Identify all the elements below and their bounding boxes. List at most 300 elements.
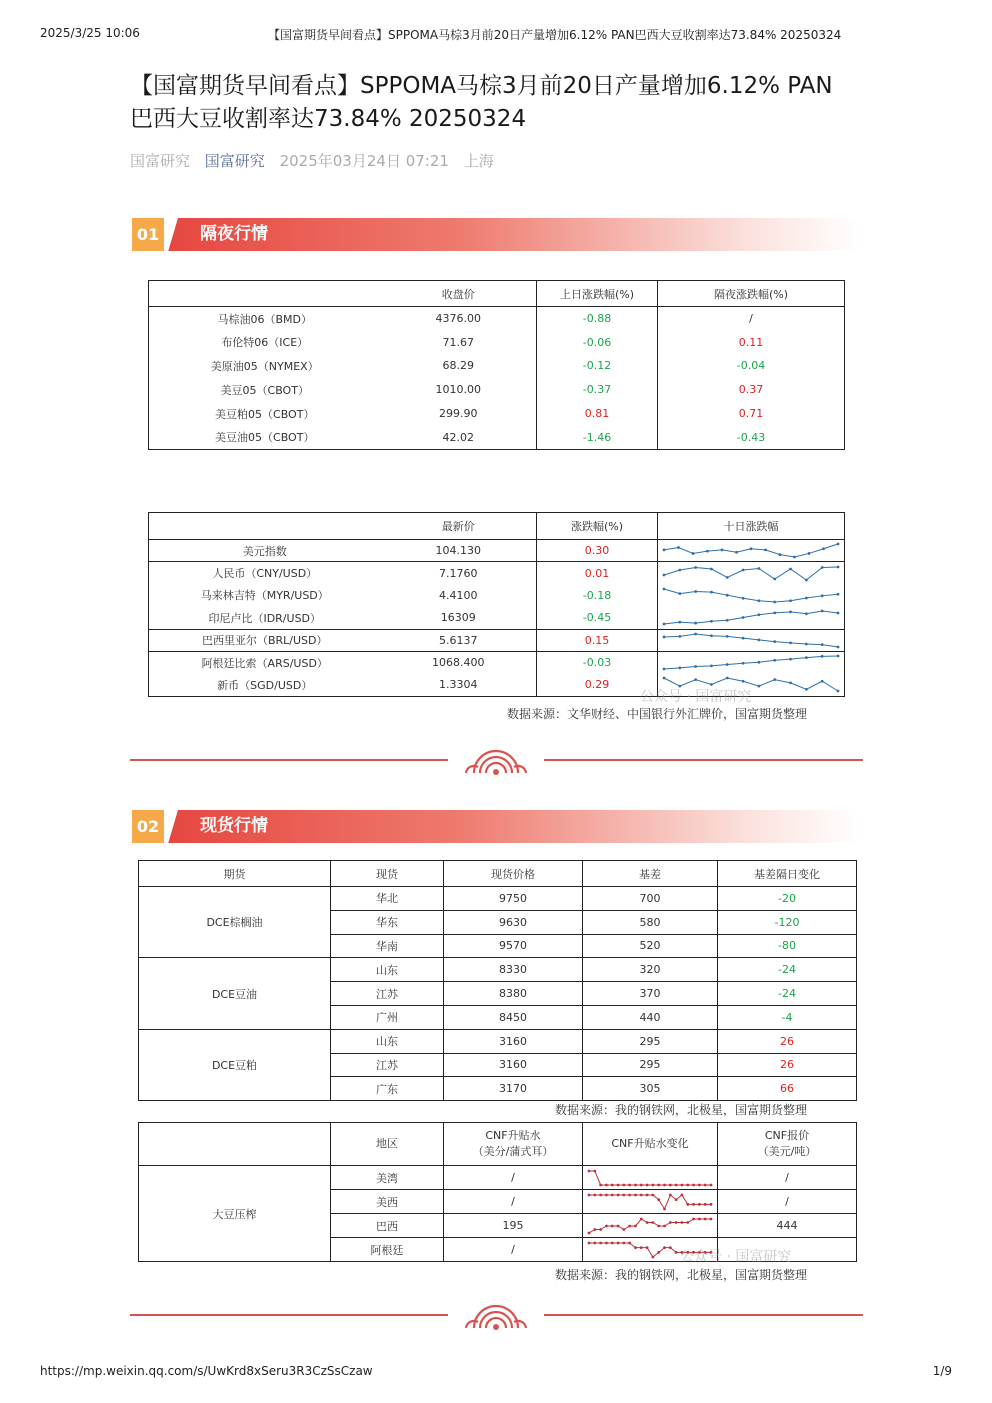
- ten-day-trend-cell: [658, 629, 845, 651]
- cnf-source-note: 数据来源：我的钢铁网，北极星，国富期货整理: [555, 1268, 808, 1282]
- sparkline-point: [678, 667, 681, 670]
- sparkline-point: [611, 1224, 614, 1227]
- sparkline-point: [758, 685, 761, 688]
- future-contract: DCE豆油: [139, 958, 331, 1029]
- ten-day-sparkline: [658, 563, 844, 584]
- sparkline-point: [726, 576, 729, 579]
- sparkline-point: [710, 1217, 713, 1220]
- sparkline-point: [652, 1183, 655, 1186]
- sparkline-point: [706, 550, 709, 553]
- basis: 295: [583, 1029, 718, 1053]
- sparkline-point: [710, 591, 713, 594]
- sparkline-point: [726, 619, 729, 622]
- table-row: [149, 562, 845, 584]
- sparkline-point: [694, 679, 697, 682]
- sparkline-point: [628, 1241, 631, 1244]
- close-price: 4376.00: [435, 312, 481, 326]
- ten-day-sparkline: [658, 652, 844, 673]
- instrument-name: 美豆05（CBOT）: [220, 383, 309, 397]
- header-line: CNF报价: [764, 1129, 810, 1142]
- table-header-row: [139, 861, 857, 887]
- spot-source-note: 数据来源：我的钢铁网，北极星，国富期货整理: [555, 1103, 808, 1117]
- sparkline-point: [805, 578, 808, 581]
- sparkline-point: [675, 1198, 678, 1201]
- currency-name: 人民币（CNY/USD）: [149, 562, 381, 584]
- sparkline-point: [663, 677, 666, 680]
- sparkline-point: [837, 543, 840, 546]
- currency-name: 新币（SGD/USD）: [217, 678, 313, 692]
- sparkline-point: [710, 665, 713, 668]
- change-pct: -0.18: [537, 584, 658, 606]
- sparkline-point: [710, 1183, 713, 1186]
- header-cell: 涨跌幅(%): [537, 513, 658, 540]
- meta-account-link[interactable]: 国富研究: [204, 152, 265, 170]
- sparkline-point: [837, 565, 840, 568]
- sparkline-point: [805, 688, 808, 691]
- sparkline-point: [726, 635, 729, 638]
- sparkline-point: [675, 1221, 678, 1224]
- table-row: [149, 402, 845, 426]
- sparkline-point: [605, 1193, 608, 1196]
- sparkline-point: [694, 632, 697, 635]
- watermark: 公众号 · 国富研究: [640, 689, 752, 705]
- close-price: 1010.00: [435, 383, 481, 397]
- header-cell: 十日涨跌幅: [658, 513, 845, 540]
- sparkline-point: [793, 556, 796, 559]
- sparkline-point: [789, 611, 792, 614]
- header-cell: 现货: [331, 861, 444, 887]
- sparkline-point: [663, 1183, 666, 1186]
- header-cell: [149, 281, 381, 307]
- sparkline-point: [611, 1193, 614, 1196]
- overnight-change: 0.11: [658, 330, 845, 354]
- sparkline-point: [694, 622, 697, 625]
- sparkline-point: [663, 573, 666, 576]
- header-cell: [149, 513, 381, 540]
- sparkline-point: [628, 1193, 631, 1196]
- spot-region: 山东: [331, 958, 444, 982]
- sparkline-point: [805, 657, 808, 660]
- spot-price: 9750: [444, 887, 583, 911]
- sparkline-point: [640, 1193, 643, 1196]
- sparkline-point: [698, 1183, 701, 1186]
- sparkline-point: [669, 1183, 672, 1186]
- meta-author: 国富研究: [130, 152, 191, 170]
- spot-region: 江苏: [331, 1053, 444, 1077]
- basis-change: 26: [718, 1029, 857, 1053]
- sparkline-point: [692, 1183, 695, 1186]
- sparkline-point: [821, 610, 824, 613]
- spot-price: 3160: [444, 1029, 583, 1053]
- instrument-name: 布伦特06（ICE）: [221, 336, 309, 350]
- header-cell: 隔夜涨跌幅(%): [658, 281, 845, 307]
- sparkline-point: [588, 1169, 591, 1172]
- sparkline-point: [710, 1202, 713, 1205]
- sparkline-point: [663, 549, 666, 552]
- sparkline-point: [593, 1169, 596, 1172]
- sparkline-point: [678, 568, 681, 571]
- sparkline-point: [750, 548, 753, 551]
- cnf-quote: 444: [718, 1214, 857, 1238]
- sparkline-point: [657, 1224, 660, 1227]
- sparkline-point: [681, 1183, 684, 1186]
- section-title: 隔夜行情: [200, 224, 268, 244]
- sparkline-point: [773, 640, 776, 643]
- instrument-name: 美豆油05（CBOT）: [215, 431, 315, 445]
- table-header-row: [139, 1123, 857, 1166]
- sparkline-point: [773, 659, 776, 662]
- prev-day-change: -0.06: [537, 330, 658, 354]
- sparkline-point: [622, 1193, 625, 1196]
- sparkline-point: [710, 567, 713, 570]
- sparkline-point: [698, 1202, 701, 1205]
- sparkline-point: [617, 1241, 620, 1244]
- overnight-market-table: [148, 280, 845, 450]
- header-cell: CNF升贴水变化: [583, 1123, 718, 1166]
- basis: 580: [583, 910, 718, 934]
- sparkline-point: [742, 568, 745, 571]
- sparkline-point: [742, 616, 745, 619]
- basis: 295: [583, 1053, 718, 1077]
- instrument-name: 美原油05（NYMEX）: [210, 359, 319, 373]
- sparkline-point: [692, 1202, 695, 1205]
- cnf-region: 美湾: [331, 1166, 444, 1190]
- sparkline-point: [646, 1246, 649, 1249]
- table-row: [149, 584, 845, 606]
- basis: 370: [583, 982, 718, 1006]
- sparkline-point: [710, 620, 713, 623]
- sparkline-point: [694, 666, 697, 669]
- sparkline-point: [704, 1183, 707, 1186]
- latest-price: 5.6137: [381, 629, 537, 651]
- spot-price: 8450: [444, 1005, 583, 1029]
- table-row: [149, 651, 845, 673]
- latest-price: 1068.400: [381, 651, 537, 673]
- cnf-trend-cell: [583, 1190, 718, 1214]
- sparkline-point: [704, 1202, 707, 1205]
- ten-day-trend-cell: [658, 562, 845, 584]
- table-row: [149, 629, 845, 651]
- change-pct: 0.01: [537, 562, 658, 584]
- sparkline-point: [617, 1183, 620, 1186]
- table-header-row: [149, 513, 845, 540]
- basis-change: -80: [718, 934, 857, 958]
- sparkline-point: [663, 1246, 666, 1249]
- header-cell: [139, 1123, 331, 1166]
- sparkline-point: [634, 1246, 637, 1249]
- divider-line-right: [544, 759, 863, 761]
- header-line: （美分/蒲式耳）: [472, 1145, 554, 1158]
- sparkline-point: [588, 1193, 591, 1196]
- future-contract: DCE豆粕: [139, 1029, 331, 1100]
- print-datetime: 2025/3/25 10:06: [40, 26, 140, 40]
- change-pct: 0.15: [537, 629, 658, 651]
- sparkline-point: [599, 1228, 602, 1231]
- sparkline-path: [664, 634, 838, 647]
- overnight-change: 0.37: [658, 378, 845, 402]
- overnight-change: /: [658, 307, 845, 331]
- cnf-premium-table: [138, 1122, 857, 1262]
- ten-day-sparkline: [658, 630, 844, 651]
- sparkline-point: [657, 1250, 660, 1253]
- sparkline-point: [593, 1193, 596, 1196]
- ten-day-sparkline: [658, 585, 844, 606]
- sparkline-path: [664, 589, 838, 602]
- currency-name: 巴西里亚尔（BRL/USD）: [149, 629, 381, 651]
- sparkline-point: [634, 1193, 637, 1196]
- sparkline-point: [821, 594, 824, 597]
- basis-change: -120: [718, 910, 857, 934]
- sparkline-point: [663, 588, 666, 591]
- section-header-overnight: [132, 218, 860, 251]
- ten-day-trend-cell: [658, 540, 845, 562]
- sparkline-point: [634, 1183, 637, 1186]
- currency-name: 印尼卢比（IDR/USD）: [208, 611, 322, 625]
- meta-location: 上海: [463, 152, 494, 170]
- sparkline-point: [735, 551, 738, 554]
- ten-day-trend-cell: [658, 584, 845, 606]
- ten-day-trend-cell: [658, 607, 845, 629]
- sparkline-point: [677, 546, 680, 549]
- sparkline-point: [805, 642, 808, 645]
- sparkline-point: [704, 1217, 707, 1220]
- cnf-premium: 195: [444, 1214, 583, 1238]
- basis: 520: [583, 934, 718, 958]
- meta-datetime: 2025年03月24日 07:21: [279, 152, 449, 170]
- sparkline-point: [669, 1221, 672, 1224]
- section-header-spot: [132, 810, 860, 843]
- latest-price: 1.3304: [439, 678, 478, 692]
- section-number: 01: [132, 218, 164, 251]
- currency-name: 马来林吉特（MYR/USD）: [200, 589, 329, 603]
- sparkline-path: [664, 656, 838, 669]
- spot-market-table: [138, 860, 857, 1101]
- sparkline-point: [692, 1217, 695, 1220]
- sparkline-point: [764, 549, 767, 552]
- divider-line-right: [544, 1314, 863, 1316]
- sparkline-point: [837, 690, 840, 693]
- table-row: [149, 540, 845, 562]
- change-pct: 0.30: [537, 540, 658, 562]
- section-divider: [130, 1300, 863, 1330]
- sparkline-point: [640, 1217, 643, 1220]
- sparkline-point: [617, 1193, 620, 1196]
- cloud-ornament-icon: [464, 1300, 528, 1330]
- sparkline-point: [742, 680, 745, 683]
- instrument-name: 马棕油06（BMD）: [217, 312, 312, 326]
- sparkline-point: [726, 677, 729, 680]
- sparkline-point: [837, 593, 840, 596]
- currency-name: 美元指数: [242, 544, 287, 558]
- sparkline-point: [789, 658, 792, 661]
- sparkline-point: [686, 1202, 689, 1205]
- header-cell: 收盘价: [381, 281, 537, 307]
- sparkline-point: [694, 590, 697, 593]
- sparkline-point: [675, 1183, 678, 1186]
- sparkline-point: [622, 1228, 625, 1231]
- sparkline-point: [663, 635, 666, 638]
- close-price: 42.02: [442, 430, 474, 444]
- article-meta: [130, 150, 504, 171]
- table-row: [149, 307, 845, 331]
- header-cell: 最新价: [381, 513, 537, 540]
- print-doc-title: 【国富期货早间看点】SPPOMA马棕3月前20日产量增加6.12% PAN巴西大豆收割率达73.84% 20250324: [268, 28, 842, 42]
- sparkline-point: [669, 1193, 672, 1196]
- header-cell: 期货: [139, 861, 331, 887]
- sparkline-point: [758, 599, 761, 602]
- section-slash-decoration: [164, 218, 178, 251]
- cnf-region: 美西: [331, 1190, 444, 1214]
- sparkline-point: [681, 1221, 684, 1224]
- basis-change: -20: [718, 887, 857, 911]
- sparkline-point: [758, 567, 761, 570]
- future-contract: DCE棕榈油: [139, 887, 331, 958]
- sparkline-point: [622, 1241, 625, 1244]
- sparkline-point: [599, 1183, 602, 1186]
- table-row: [149, 330, 845, 354]
- sparkline-point: [789, 567, 792, 570]
- table-row: [139, 958, 857, 982]
- sparkline-point: [617, 1224, 620, 1227]
- watermark: 公众号 · 国富研究: [680, 1249, 792, 1265]
- basis-change: -4: [718, 1005, 857, 1029]
- sparkline-point: [773, 577, 776, 580]
- sparkline-point: [726, 594, 729, 597]
- table-row: [149, 378, 845, 402]
- close-price: 71.67: [442, 335, 474, 349]
- sparkline-point: [657, 1183, 660, 1186]
- sparkline-point: [646, 1193, 649, 1196]
- sparkline-point: [681, 1193, 684, 1196]
- prev-day-change: -0.12: [537, 354, 658, 378]
- prev-day-change: 0.81: [537, 402, 658, 426]
- divider-line-left: [130, 1314, 448, 1316]
- spot-region: 华东: [331, 910, 444, 934]
- sparkline-point: [593, 1228, 596, 1231]
- overnight-change: 0.71: [658, 402, 845, 426]
- sparkline-point: [593, 1241, 596, 1244]
- spot-region: 广东: [331, 1077, 444, 1101]
- table-row: [139, 1029, 857, 1053]
- latest-price: 4.4100: [439, 588, 478, 602]
- sparkline-point: [822, 548, 825, 551]
- sparkline-point: [640, 1183, 643, 1186]
- sparkline-point: [646, 1221, 649, 1224]
- header-cell: [718, 1123, 857, 1166]
- cnf-region: 阿根廷: [331, 1238, 444, 1262]
- basis-change: 26: [718, 1053, 857, 1077]
- sparkline-point: [837, 612, 840, 615]
- sparkline-point: [758, 638, 761, 641]
- sparkline-point: [588, 1241, 591, 1244]
- cnf-sparkline: [583, 1191, 717, 1213]
- sparkline-point: [646, 1183, 649, 1186]
- sparkline-point: [678, 635, 681, 638]
- latest-price: 7.1760: [381, 562, 537, 584]
- sparkline-point: [605, 1224, 608, 1227]
- sparkline-point: [657, 1198, 660, 1201]
- sparkline-point: [789, 641, 792, 644]
- prev-day-change: -1.46: [537, 425, 658, 449]
- sparkline-point: [678, 592, 681, 595]
- sparkline-point: [611, 1183, 614, 1186]
- print-page-number: 1/9: [932, 1364, 952, 1378]
- sparkline-point: [779, 553, 782, 556]
- spot-price: 9630: [444, 910, 583, 934]
- sparkline-point: [808, 552, 811, 555]
- sparkline-path: [664, 611, 838, 624]
- sparkline-point: [742, 662, 745, 665]
- sparkline-point: [821, 680, 824, 683]
- sparkline-point: [694, 566, 697, 569]
- basis: 700: [583, 887, 718, 911]
- sparkline-path: [589, 1195, 711, 1209]
- overnight-change: -0.04: [658, 354, 845, 378]
- sparkline-point: [821, 643, 824, 646]
- basis-change: 66: [718, 1077, 857, 1101]
- sparkline-point: [663, 623, 666, 626]
- sparkline-path: [664, 544, 838, 557]
- cnf-premium: /: [444, 1238, 583, 1262]
- cnf-sparkline: [583, 1167, 717, 1189]
- sparkline-point: [710, 634, 713, 637]
- sparkline-point: [640, 1246, 643, 1249]
- sparkline-point: [805, 597, 808, 600]
- header-cell: 地区: [331, 1123, 444, 1166]
- spot-price: 8380: [444, 982, 583, 1006]
- crush-group: 大豆压榨: [139, 1166, 331, 1262]
- article-title: 【国富期货早间看点】SPPOMA马棕3月前20日产量增加6.12% PAN巴西大豆收割率达73.84% 20250324: [130, 73, 833, 132]
- header-cell: 上日涨跌幅(%): [537, 281, 658, 307]
- sparkline-point: [611, 1241, 614, 1244]
- sparkline-point: [663, 1207, 666, 1210]
- sparkline-point: [652, 1193, 655, 1196]
- header-cell: 基差: [583, 861, 718, 887]
- sparkline-point: [628, 1224, 631, 1227]
- cnf-sparkline: [583, 1215, 717, 1237]
- close-price: 68.29: [442, 359, 474, 373]
- spot-region: 广州: [331, 1005, 444, 1029]
- sparkline-point: [686, 1183, 689, 1186]
- divider-line-left: [130, 759, 448, 761]
- sparkline-point: [605, 1183, 608, 1186]
- change-pct: -0.03: [537, 651, 658, 673]
- header-line: （美元/吨）: [757, 1145, 817, 1158]
- table-row: [149, 607, 845, 629]
- sparkline-point: [669, 1246, 672, 1249]
- spot-price: 8330: [444, 958, 583, 982]
- sparkline-point: [692, 552, 695, 555]
- currency-name: 阿根廷比索（ARS/USD）: [149, 651, 381, 673]
- change-pct: -0.45: [537, 607, 658, 629]
- sparkline-point: [628, 1183, 631, 1186]
- sparkline-point: [742, 597, 745, 600]
- sparkline-point: [599, 1241, 602, 1244]
- basis-change: -24: [718, 958, 857, 982]
- sparkline-point: [742, 636, 745, 639]
- cnf-trend-cell: [583, 1166, 718, 1190]
- section-number: 02: [132, 810, 164, 843]
- sparkline-point: [634, 1224, 637, 1227]
- sparkline-point: [698, 1217, 701, 1220]
- sparkline-point: [789, 599, 792, 602]
- section-slash-decoration: [164, 810, 178, 843]
- sparkline-point: [588, 1231, 591, 1234]
- sparkline-point: [758, 613, 761, 616]
- spot-price: 3160: [444, 1053, 583, 1077]
- overnight-change: -0.43: [658, 425, 845, 449]
- spot-region: 华南: [331, 934, 444, 958]
